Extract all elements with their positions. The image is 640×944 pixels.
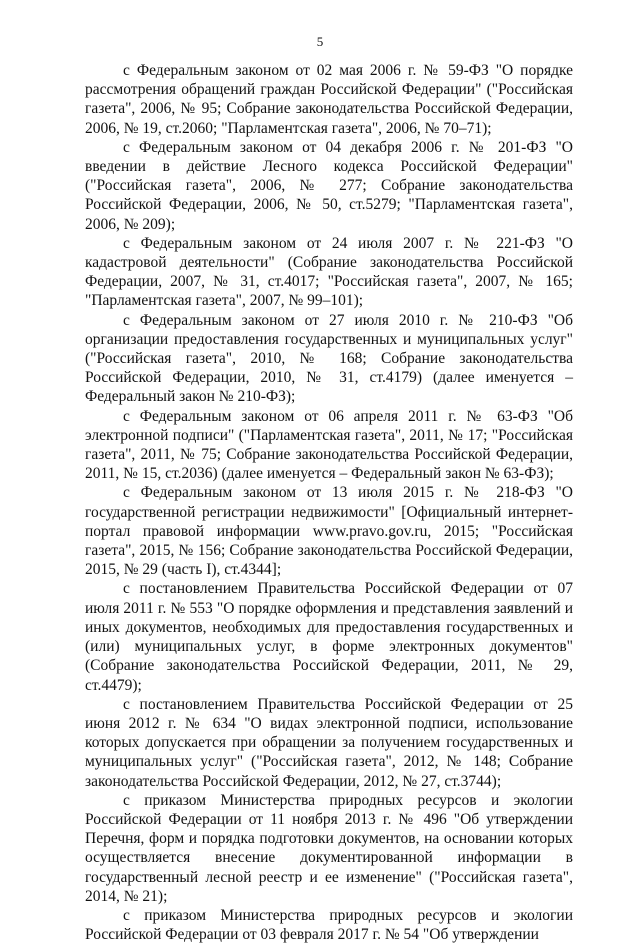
legal-reference-paragraph: с Федеральным законом от 13 июля 2015 г. № 218-ФЗ "О государственной регистрации недвижимости" [Официальный интернет-портал правовой информации www.pravo.gov.ru, 2015; "Российская газета", 2015, № 156; Собрание законодательства Российской Федерации, 2015, № 29 (часть I), ст.4344];	[85, 484, 573, 579]
legal-reference-paragraph: с Федеральным законом от 02 мая 2006 г. № 59-ФЗ "О порядке рассмотрения обращений граждан Российской Федерации" ("Российская газета", 2006, № 95; Собрание законодательства Российской Федерации, 2006, № 19, ст.2060; "Парламентская газета", 2006, № 70–71);	[85, 62, 573, 137]
legal-reference-paragraph: с постановлением Правительства Российской Федерации от 07 июля 2011 г. № 553 "О порядке оформления и представления заявлений и иных документов, необходимых для предоставления государственных и (или) муниципальных услуг, в форме электронных документов" (Собрание законодательства Российской Федерации, 2011, № 29, ст.4479);	[85, 580, 573, 694]
legal-reference-paragraph: с Федеральным законом от 04 декабря 2006 г. № 201-ФЗ "О введении в действие Лесного кодекса Российской Федерации" ("Российская газета", 2006, № 277; Собрание законодательства Российской Федерации, 2006, № 50, ст.5279; "Парламентская газета", 2006, № 209);	[85, 138, 573, 233]
legal-reference-paragraph: с Федеральным законом от 06 апреля 2011 г. № 63-ФЗ "Об электронной подписи" ("Парламентская газета", 2011, № 17; "Российская газета", 2011, № 75; Собрание законодательства Российской Федерации, 2011, № 15, ст.2036) (далее именуется – Федеральный закон № 63-ФЗ);	[85, 407, 573, 483]
legal-reference-paragraph: с Федеральным законом от 27 июля 2010 г. № 210-ФЗ "Об организации предоставления государственных и муниципальных услуг" ("Российская газета", 2010, № 168; Собрание законодательства Российской Федерации, 2010, № 31, ст.4179) (далее именуется – Федеральный закон № 210-ФЗ);	[85, 311, 573, 406]
legal-reference-paragraph: с приказом Министерства природных ресурсов и экологии Российской Федерации от 03 февраля 2017 г. № 54 "Об утверждении	[85, 906, 573, 944]
legal-reference-paragraph: с постановлением Правительства Российской Федерации от 25 июня 2012 г. № 634 "О видах электронной подписи, использование которых допускается при обращении за получением государственных и муниципальных услуг" ("Российская газета", 2012, № 148; Собрание законодательства Российской Федерации, 2012, № 27, ст.3744);	[85, 695, 573, 790]
legal-reference-paragraph: с приказом Министерства природных ресурсов и экологии Российской Федерации от 11 ноября 2013 г. № 496 "Об утверждении Перечня, форм и порядка подготовки документов, на основании которых осуществляется внесение документированной информации в государственный лесной реестр и ее изменение" ("Российская газета", 2014, № 21);	[85, 791, 573, 905]
page-number: 5	[316, 34, 324, 49]
legal-reference-paragraph: с Федеральным законом от 24 июля 2007 г. № 221-ФЗ "О кадастровой деятельности" (Собрание законодательства Российской Федерации, 2007, № 31, ст.4017; "Российская газета", 2007, № 165; "Парламентская газета", 2007, № 99–101);	[85, 234, 573, 310]
document-body	[85, 61, 573, 944]
